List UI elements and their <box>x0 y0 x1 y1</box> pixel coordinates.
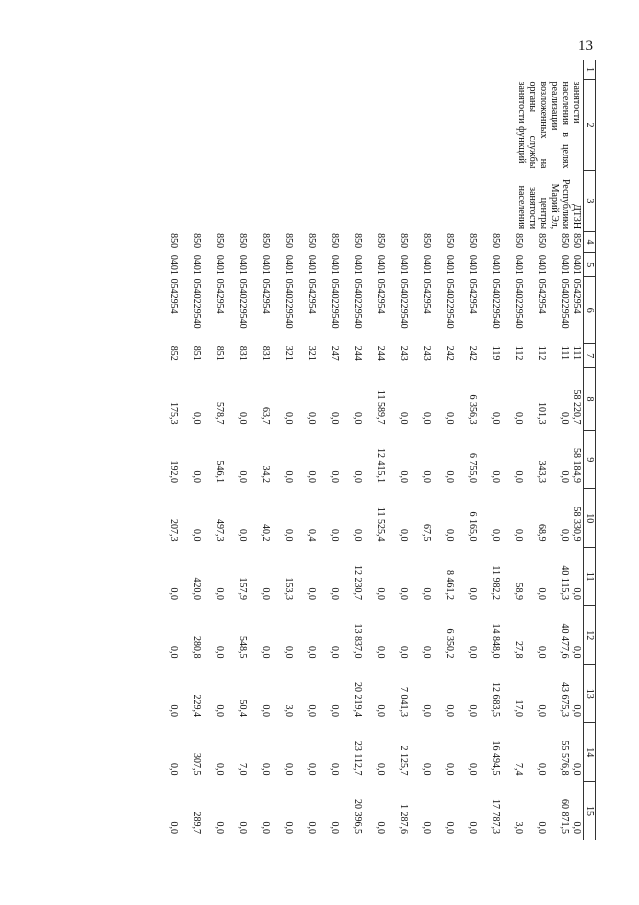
description-cell: занятости населения в целях реализации возложенных на органы службы занятости функций <box>516 81 582 169</box>
code-cell: 0540229540 <box>237 278 248 329</box>
value-cell: 0,0 <box>444 470 455 483</box>
value-cell: 0,0 <box>467 762 478 776</box>
value-cell: 0,4 <box>306 528 317 542</box>
value-cell: 0,0 <box>421 587 432 600</box>
value-cell: 0,0 <box>260 645 271 659</box>
code-cell: 0540229540 <box>352 278 363 329</box>
value-cell: 0,0 <box>306 587 317 600</box>
row-number-cell <box>525 60 548 80</box>
agency-cell: ДТЗН Республики Марий Эл, центры занятости населения <box>516 178 582 230</box>
row-number-cell <box>571 60 584 80</box>
value-cell: 0,0 <box>168 704 179 717</box>
code-cell: 850 <box>352 233 363 249</box>
value-cell: 68,9 <box>536 523 547 542</box>
value-cell: 0,0 <box>329 762 340 776</box>
code-cell: 850 <box>168 233 179 249</box>
value-cell: 63,7 <box>260 406 271 425</box>
value-cell: 3,0 <box>283 704 294 717</box>
value-cell: 0,0 <box>214 762 225 776</box>
code-cell: 0542954 <box>467 278 478 314</box>
value-cell: 0,0 <box>329 528 340 542</box>
value-cell: 0,0 <box>191 528 202 542</box>
value-cell: 0,0 <box>467 704 478 717</box>
value-cell: 0,0 <box>444 704 455 717</box>
value-cell: 0,0 <box>421 470 432 483</box>
value-cell: 0,0 <box>375 587 386 600</box>
code-cell: 0401 <box>352 254 363 275</box>
value-cell: 192,0 <box>168 460 179 483</box>
value-cell: 546,1 <box>214 460 225 483</box>
value-cell: 0,0 <box>214 587 225 600</box>
column-header-12: 12 <box>584 606 596 665</box>
value-cell: 0,0 <box>329 411 340 425</box>
code-cell: 0401 <box>283 254 294 275</box>
value-cell: 0,0 <box>237 470 248 483</box>
value-cell: 0,0 <box>168 587 179 600</box>
code-cell: 850 <box>260 233 271 249</box>
value-cell: 0,0 <box>536 762 547 776</box>
value-cell: 0,0 <box>329 587 340 600</box>
column-header-6: 6 <box>584 277 596 344</box>
value-cell: 0,0 <box>352 411 363 425</box>
value-cell: 58 220,7 <box>571 389 582 425</box>
value-cell: 27,8 <box>513 640 524 659</box>
value-cell: 0,0 <box>306 470 317 483</box>
value-cell: 60 871,5 <box>559 799 570 834</box>
budget-table <box>157 60 596 840</box>
value-cell: 0,0 <box>168 821 179 834</box>
code-cell: 0401 <box>191 254 202 275</box>
value-cell: 175,3 <box>168 401 179 425</box>
code-cell: 0401 <box>444 254 455 275</box>
value-cell: 0,0 <box>571 704 582 717</box>
row-number-cell <box>180 60 203 80</box>
code-cell: 850 <box>237 233 248 249</box>
value-cell: 0,0 <box>536 704 547 717</box>
value-cell: 207,3 <box>168 518 179 542</box>
code-cell: 0401 <box>237 254 248 275</box>
row-number-cell <box>341 60 364 80</box>
value-cell: 0,0 <box>398 411 409 425</box>
row-number-cell <box>249 60 272 80</box>
value-cell: 34,2 <box>260 465 271 483</box>
value-cell: 0,0 <box>571 645 582 659</box>
value-cell: 0,0 <box>490 528 501 542</box>
code-cell: 0401 <box>375 254 386 275</box>
value-cell: 0,0 <box>352 528 363 542</box>
row-number-cell <box>502 60 525 80</box>
code-cell: 0401 <box>467 254 478 275</box>
value-cell: 12 415,1 <box>375 447 386 483</box>
code-cell: 0401 <box>168 254 179 275</box>
code-cell: 850 <box>191 233 202 249</box>
code-cell: 850 <box>513 233 524 249</box>
value-cell: 7,4 <box>513 762 524 776</box>
value-cell: 0,0 <box>421 645 432 659</box>
value-cell: 2 125,7 <box>398 745 409 776</box>
value-cell: 11 525,4 <box>375 506 386 542</box>
code-cell: 0542954 <box>168 278 179 314</box>
code-cell: 242 <box>467 345 478 361</box>
code-cell: 119 <box>490 345 501 361</box>
code-cell: 0540229540 <box>398 278 409 329</box>
value-cell: 0,0 <box>214 704 225 717</box>
value-cell: 1 287,6 <box>398 804 409 834</box>
value-cell: 0,0 <box>260 704 271 717</box>
code-cell: 0542954 <box>260 278 271 314</box>
value-cell: 0,0 <box>559 528 570 542</box>
value-cell: 0,0 <box>398 587 409 600</box>
row-number-cell <box>203 60 226 80</box>
code-cell: 850 <box>214 233 225 249</box>
value-cell: 0,0 <box>329 645 340 659</box>
value-cell: 0,0 <box>467 821 478 834</box>
code-cell: 850 <box>467 233 478 249</box>
value-cell: 420,0 <box>191 577 202 600</box>
value-cell: 0,0 <box>444 762 455 776</box>
column-header-3: 3 <box>584 171 596 232</box>
value-cell: 6 165,0 <box>467 511 478 542</box>
value-cell: 289,7 <box>191 811 202 834</box>
value-cell: 0,0 <box>398 470 409 483</box>
code-cell: 321 <box>306 345 317 361</box>
value-cell: 101,3 <box>536 401 547 425</box>
value-cell: 157,9 <box>237 577 248 600</box>
code-cell: 850 <box>444 233 455 249</box>
value-cell: 58 184,9 <box>571 447 582 483</box>
value-cell: 12 683,5 <box>490 681 501 717</box>
row-number-cell <box>479 60 502 80</box>
rotated-table-container <box>86 60 596 840</box>
code-cell: 112 <box>536 345 547 361</box>
value-cell: 0,0 <box>536 587 547 600</box>
value-cell: 0,0 <box>444 528 455 542</box>
value-cell: 0,0 <box>283 821 294 834</box>
row-number-cell <box>410 60 433 80</box>
value-cell: 14 848,0 <box>490 623 501 659</box>
column-header-1: 1 <box>584 60 596 80</box>
value-cell: 0,0 <box>421 821 432 834</box>
code-cell: 852 <box>168 345 179 361</box>
column-header-15: 15 <box>584 781 596 840</box>
code-cell: 851 <box>214 345 225 361</box>
column-header-7: 7 <box>584 344 596 368</box>
value-cell: 0,0 <box>490 470 501 483</box>
column-header-5: 5 <box>584 253 596 277</box>
row-number-cell <box>226 60 249 80</box>
value-cell: 0,0 <box>260 762 271 776</box>
code-cell: 850 <box>559 233 570 249</box>
value-cell: 0,0 <box>260 821 271 834</box>
code-cell: 0542954 <box>571 278 582 314</box>
value-cell: 0,0 <box>237 411 248 425</box>
code-cell: 0540229540 <box>191 278 202 329</box>
value-cell: 0,0 <box>306 645 317 659</box>
code-cell: 0401 <box>490 254 501 275</box>
value-cell: 0,0 <box>444 411 455 425</box>
row-number-cell <box>295 60 318 80</box>
row-number-cell <box>433 60 456 80</box>
code-cell: 244 <box>375 345 386 361</box>
value-cell: 3,0 <box>513 821 524 834</box>
value-cell: 0,0 <box>421 411 432 425</box>
row-number-cell <box>364 60 387 80</box>
value-cell: 0,0 <box>536 821 547 834</box>
value-cell: 229,4 <box>191 694 202 717</box>
value-cell: 153,3 <box>283 577 294 600</box>
code-cell: 850 <box>283 233 294 249</box>
column-header-14: 14 <box>584 723 596 782</box>
row-number-cell <box>387 60 410 80</box>
value-cell: 0,0 <box>398 528 409 542</box>
code-cell: 247 <box>329 345 340 361</box>
code-cell: 850 <box>536 233 547 249</box>
column-header-2: 2 <box>584 80 596 171</box>
code-cell: 850 <box>490 233 501 249</box>
value-cell: 17,0 <box>513 699 524 717</box>
column-header-9: 9 <box>584 430 596 489</box>
code-cell: 831 <box>260 345 271 361</box>
code-cell: 850 <box>329 233 340 249</box>
code-cell: 0401 <box>421 254 432 275</box>
code-cell: 831 <box>237 345 248 361</box>
code-cell: 851 <box>191 345 202 361</box>
value-cell: 548,5 <box>237 635 248 659</box>
value-cell: 43 675,3 <box>559 681 570 717</box>
value-cell: 0,0 <box>306 411 317 425</box>
value-cell: 0,0 <box>513 528 524 542</box>
value-cell: 0,0 <box>375 762 386 776</box>
value-cell: 0,0 <box>571 821 582 834</box>
code-cell: 242 <box>444 345 455 361</box>
value-cell: 0,0 <box>444 821 455 834</box>
code-cell: 0540229540 <box>444 278 455 329</box>
column-header-8: 8 <box>584 368 596 431</box>
value-cell: 0,0 <box>571 587 582 600</box>
value-cell: 11 982,2 <box>490 565 501 600</box>
value-cell: 23 112,7 <box>352 740 363 776</box>
value-cell: 0,0 <box>559 470 570 483</box>
value-cell: 20 396,5 <box>352 799 363 834</box>
value-cell: 40,2 <box>260 523 271 542</box>
value-cell: 0,0 <box>283 470 294 483</box>
value-cell: 40 115,3 <box>559 565 570 600</box>
value-cell: 67,5 <box>421 523 432 542</box>
column-header-13: 13 <box>584 664 596 723</box>
value-cell: 0,0 <box>329 470 340 483</box>
value-cell: 0,0 <box>467 587 478 600</box>
row-number-cell <box>318 60 341 80</box>
value-cell: 497,3 <box>214 518 225 542</box>
code-cell: 0401 <box>536 254 547 275</box>
code-cell: 0542954 <box>375 278 386 314</box>
value-cell: 58,9 <box>513 582 524 600</box>
value-cell: 0,0 <box>513 470 524 483</box>
value-cell: 0,0 <box>559 411 570 425</box>
value-cell: 0,0 <box>237 821 248 834</box>
value-cell: 0,0 <box>237 528 248 542</box>
code-cell: 850 <box>375 233 386 249</box>
value-cell: 0,0 <box>168 762 179 776</box>
value-cell: 0,0 <box>191 470 202 483</box>
value-cell: 343,3 <box>536 460 547 483</box>
value-cell: 0,0 <box>421 704 432 717</box>
code-cell: 243 <box>421 345 432 361</box>
column-header-10: 10 <box>584 489 596 548</box>
header-row <box>584 60 596 840</box>
code-cell: 0401 <box>513 254 524 275</box>
value-cell: 0,0 <box>375 645 386 659</box>
value-cell: 11 589,7 <box>375 389 386 425</box>
value-cell: 7 041,3 <box>398 686 409 717</box>
value-cell: 16 494,5 <box>490 740 501 776</box>
code-cell: 850 <box>398 233 409 249</box>
value-cell: 0,0 <box>306 704 317 717</box>
code-cell: 0401 <box>260 254 271 275</box>
value-cell: 0,0 <box>214 821 225 834</box>
value-cell: 0,0 <box>329 821 340 834</box>
code-cell: 0542954 <box>536 278 547 314</box>
value-cell: 55 576,8 <box>559 740 570 776</box>
table-row <box>571 60 584 840</box>
code-cell: 112 <box>513 345 524 361</box>
row-number-cell <box>272 60 295 80</box>
value-cell: 0,0 <box>283 762 294 776</box>
value-cell: 7,0 <box>237 762 248 776</box>
code-cell: 0540229540 <box>329 278 340 329</box>
code-cell: 243 <box>398 345 409 361</box>
value-cell: 307,5 <box>191 752 202 776</box>
code-cell: 0542954 <box>214 278 225 314</box>
code-cell: 0540229540 <box>513 278 524 329</box>
code-cell: 850 <box>421 233 432 249</box>
value-cell: 0,0 <box>375 704 386 717</box>
code-cell: 0401 <box>329 254 340 275</box>
value-cell: 578,7 <box>214 401 225 425</box>
table-body <box>157 60 584 840</box>
value-cell: 0,0 <box>329 704 340 717</box>
value-cell: 0,0 <box>214 645 225 659</box>
value-cell: 0,0 <box>571 762 582 776</box>
code-cell: 0540229540 <box>559 278 570 329</box>
code-cell: 0540229540 <box>490 278 501 329</box>
value-cell: 0,0 <box>398 645 409 659</box>
code-cell: 0401 <box>214 254 225 275</box>
row-number-cell <box>157 60 180 80</box>
code-cell: 0540229540 <box>283 278 294 329</box>
value-cell: 0,0 <box>306 762 317 776</box>
value-cell: 280,8 <box>191 635 202 659</box>
value-cell: 12 230,7 <box>352 564 363 600</box>
code-cell: 111 <box>559 345 570 361</box>
value-cell: 0,0 <box>306 821 317 834</box>
value-cell: 8 461,2 <box>444 569 455 600</box>
value-cell: 0,0 <box>421 762 432 776</box>
code-cell: 0401 <box>571 254 582 275</box>
value-cell: 0,0 <box>352 470 363 483</box>
code-cell: 0542954 <box>306 278 317 314</box>
row-number-cell <box>456 60 479 80</box>
value-cell: 0,0 <box>467 645 478 659</box>
code-cell: 111 <box>571 345 582 361</box>
code-cell: 0401 <box>559 254 570 275</box>
value-cell: 50,4 <box>237 699 248 717</box>
code-cell: 0401 <box>306 254 317 275</box>
page-number: 13 <box>578 38 593 54</box>
code-cell: 850 <box>306 233 317 249</box>
column-header-4: 4 <box>584 231 596 253</box>
code-cell: 0401 <box>398 254 409 275</box>
code-cell: 850 <box>571 233 582 249</box>
value-cell: 0,0 <box>260 587 271 600</box>
code-cell: 244 <box>352 345 363 361</box>
value-cell: 40 477,6 <box>559 623 570 659</box>
value-cell: 20 219,4 <box>352 681 363 717</box>
value-cell: 0,0 <box>283 411 294 425</box>
column-header-11: 11 <box>584 547 596 606</box>
value-cell: 0,0 <box>168 645 179 659</box>
value-cell: 0,0 <box>283 528 294 542</box>
code-cell: 0542954 <box>421 278 432 314</box>
value-cell: 0,0 <box>191 411 202 425</box>
value-cell: 6 350,2 <box>444 628 455 659</box>
value-cell: 0,0 <box>490 411 501 425</box>
value-cell: 0,0 <box>513 411 524 425</box>
code-cell: 321 <box>283 345 294 361</box>
value-cell: 0,0 <box>283 645 294 659</box>
value-cell: 6 755,0 <box>467 452 478 483</box>
row-number-cell <box>548 60 571 80</box>
value-cell: 17 787,3 <box>490 799 501 834</box>
value-cell: 0,0 <box>536 645 547 659</box>
value-cell: 6 356,3 <box>467 394 478 425</box>
value-cell: 13 837,0 <box>352 623 363 659</box>
value-cell: 0,0 <box>375 821 386 834</box>
value-cell: 58 330,9 <box>571 506 582 542</box>
